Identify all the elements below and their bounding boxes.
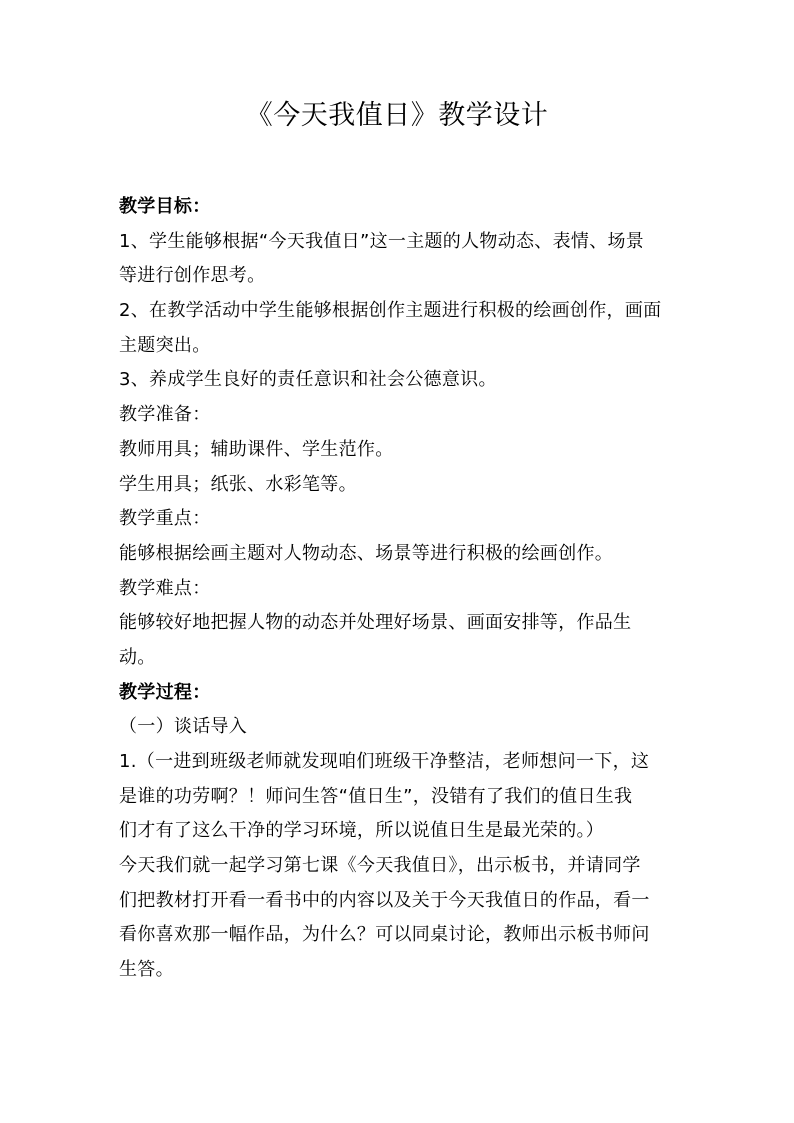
text-line: 主题突出。: [119, 334, 211, 356]
text-line: 教师用具；辅助课件、学生范作。: [119, 438, 394, 460]
text-line: 教学目标：: [119, 196, 211, 217]
text-line: 教学准备：: [119, 404, 211, 426]
text-line: 看你喜欢那一幅作品，为什么？可以同桌讨论，教师出示板书师问: [119, 924, 650, 946]
text-line: 们才有了这么干净的学习环境，所以说值日生是最光荣的。）: [119, 820, 605, 842]
text-line: 教学重点：: [119, 508, 211, 530]
text-line: 能够较好地把握人物的动态并处理好场景、画面安排等，作品生: [119, 612, 632, 634]
text-line: 今天我们就一起学习第七课《今天我值日》，出示板书，并请同学: [119, 855, 641, 877]
document-title: 《今天我值日》教学设计: [245, 100, 549, 131]
text-line: （一）谈话导入: [119, 716, 248, 738]
text-line: 等进行创作思考。: [119, 265, 266, 287]
document-body: [119, 190, 679, 988]
text-line: 3、养成学生良好的责任意识和社会公德意识。: [119, 369, 497, 391]
text-line: 教学过程：: [119, 681, 211, 703]
text-line: 能够根据绘画主题对人物动态、场景等进行积极的绘画创作。: [119, 542, 614, 564]
text-line: 生答。: [119, 959, 174, 981]
text-line: 们把教材打开看一看书中的内容以及关于今天我值日的作品，看一: [119, 889, 650, 911]
text-line: 2、在教学活动中学生能够根据创作主题进行积极的绘画创作，画面: [119, 300, 662, 322]
text-line: 1、学生能够根据“今天我值日”这一主题的人物动态、表情、场景: [119, 230, 645, 252]
text-line: 动。: [119, 646, 156, 668]
text-line: 学生用具；纸张、水彩笔等。: [119, 473, 357, 495]
text-line: 教学难点：: [119, 577, 211, 599]
text-line: 是谁的功劳啊？！师问生答“值日生”，没错有了我们的值日生我: [119, 785, 633, 807]
text-line: 1.（一进到班级老师就发现咱们班级干净整洁，老师想问一下，这: [119, 751, 650, 772]
